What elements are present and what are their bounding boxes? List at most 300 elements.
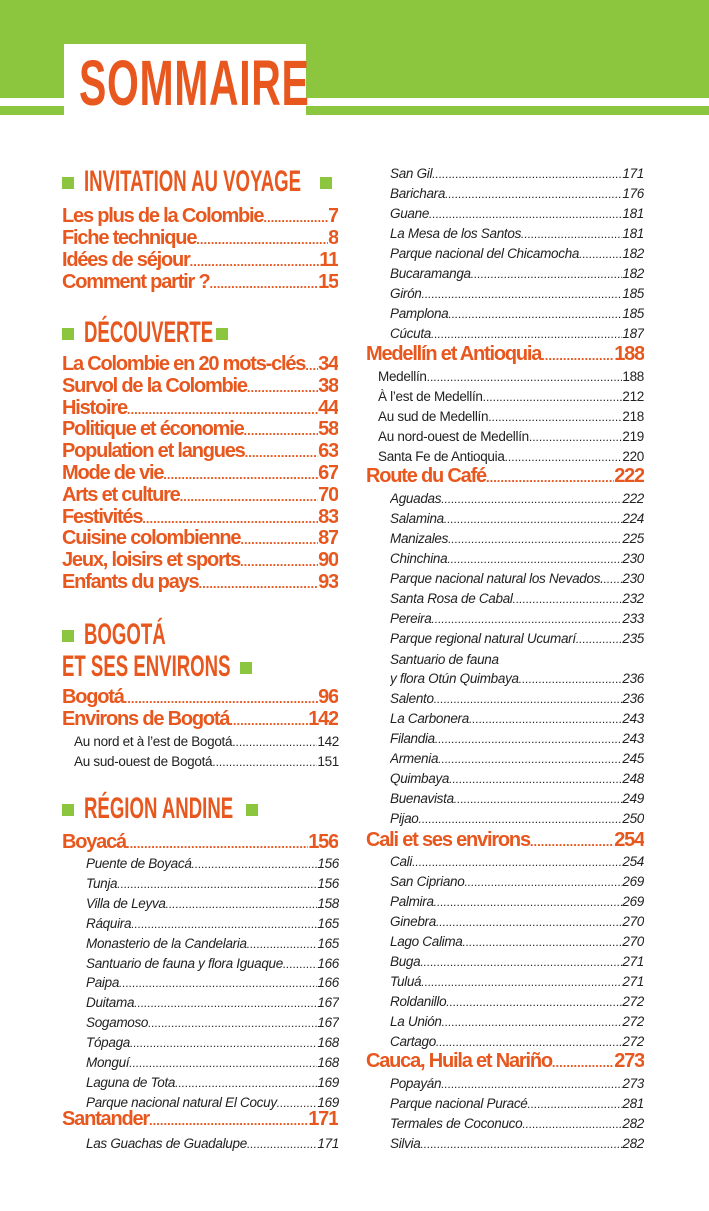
- dot-leader: [427, 367, 623, 387]
- dot-leader: [446, 992, 622, 1012]
- dot-leader: [529, 427, 623, 447]
- toc-entry[interactable]: [390, 1032, 644, 1052]
- toc-entry-page: 272: [622, 1034, 644, 1049]
- toc-entry[interactable]: [74, 752, 339, 772]
- toc-entry-label: Parque regional natural Ucumarí: [390, 631, 576, 646]
- toc-entry[interactable]: [390, 264, 644, 284]
- dot-leader: [528, 1094, 623, 1114]
- dot-leader: [576, 629, 623, 649]
- toc-entry-page: 225: [622, 531, 644, 546]
- toc-entry-label: Popayán: [390, 1076, 442, 1091]
- toc-entry-page: 273: [614, 1050, 644, 1072]
- toc-entry-label: San Gil: [390, 166, 433, 181]
- toc-entry-page: 232: [622, 591, 644, 606]
- toc-entry[interactable]: [390, 549, 644, 569]
- dot-leader: [420, 1134, 622, 1154]
- dot-leader: [431, 324, 622, 344]
- toc-entry-label: Ginebra: [390, 914, 436, 929]
- toc-entry[interactable]: [390, 689, 644, 709]
- toc-entry[interactable]: [390, 589, 644, 609]
- toc-entry-label: Tunja: [86, 875, 118, 891]
- toc-entry-page: 188: [614, 343, 644, 365]
- toc-entry-label: Histoire: [62, 396, 127, 419]
- toc-entry[interactable]: [390, 1012, 644, 1032]
- toc-entry-page: 282: [622, 1136, 644, 1151]
- toc-entry-page: 269: [622, 894, 644, 909]
- dot-leader: [142, 508, 318, 528]
- toc-entry[interactable]: [86, 894, 339, 914]
- dot-leader: [126, 833, 308, 853]
- toc-entry-label: Laguna de Tota: [86, 1074, 176, 1090]
- toc-entry-label: Salamina: [390, 511, 444, 526]
- toc-entry-label: Fiche technique: [62, 227, 197, 249]
- toc-entry[interactable]: [390, 324, 644, 344]
- toc-entry[interactable]: [62, 227, 338, 249]
- toc-entry-page: 181: [622, 206, 644, 221]
- toc-entry[interactable]: [86, 1053, 339, 1073]
- toc-entry-page: 156: [317, 856, 339, 871]
- dot-leader: [134, 993, 317, 1013]
- toc-entry-label: Cúcuta: [390, 326, 431, 341]
- toc-entry[interactable]: [378, 407, 644, 427]
- dot-leader: [244, 420, 319, 440]
- toc-entry-label: Arts et culture: [62, 483, 180, 506]
- dot-leader: [212, 752, 317, 772]
- toc-entry-label: Pereira: [390, 611, 432, 626]
- dot-leader: [454, 789, 623, 809]
- toc-entry[interactable]: [62, 506, 338, 528]
- toc-entry-label: Idées de séjour: [62, 249, 190, 271]
- toc-entry-page: 96: [318, 686, 338, 708]
- toc-entry-label: Armenia: [390, 751, 439, 766]
- toc-entry-page: 281: [622, 1096, 644, 1111]
- dot-leader: [441, 489, 622, 509]
- toc-entry-page: 187: [622, 326, 644, 341]
- toc-entry[interactable]: [390, 1134, 644, 1154]
- toc-entry-page: 235: [622, 631, 644, 646]
- toc-entry[interactable]: [62, 440, 338, 462]
- toc-entry[interactable]: [390, 892, 644, 912]
- toc-entry-page: 220: [622, 449, 644, 464]
- toc-entry[interactable]: [62, 353, 338, 375]
- toc-entry-label: Lago Calima: [390, 934, 463, 949]
- toc-entry-page: 272: [622, 994, 644, 1009]
- toc-entry-page: 7: [328, 205, 338, 227]
- toc-entry-page: 167: [317, 995, 339, 1011]
- toc-entry[interactable]: [390, 224, 644, 244]
- toc-entry-page: 90: [318, 549, 338, 572]
- toc-entry[interactable]: [390, 932, 644, 952]
- toc-entry-label: Roldanillo: [390, 994, 447, 1009]
- dot-leader: [438, 749, 622, 769]
- dot-leader: [448, 304, 622, 324]
- toc-entry-page: 270: [622, 914, 644, 929]
- toc-entry-label: Medellín et Antioquia: [366, 343, 542, 365]
- dot-leader: [522, 1114, 622, 1134]
- dot-leader: [117, 874, 317, 894]
- toc-entry-label: Cuisine colombienne: [62, 527, 241, 550]
- toc-entry-page: 38: [318, 374, 338, 397]
- section-bullet: [320, 177, 332, 189]
- toc-entry[interactable]: [62, 418, 338, 440]
- dot-leader: [247, 377, 318, 397]
- dot-leader: [445, 184, 622, 204]
- dot-leader: [444, 509, 622, 529]
- toc-entry[interactable]: [390, 184, 644, 204]
- dot-leader: [505, 447, 623, 467]
- toc-entry-label: y flora Otún Quimbaya: [390, 671, 519, 686]
- toc-entry-page: 169: [317, 1094, 339, 1110]
- toc-entry[interactable]: [86, 973, 339, 993]
- toc-entry[interactable]: [390, 629, 644, 649]
- toc-entry-label: Termales de Coconuco: [390, 1116, 523, 1131]
- toc-entry-label: Silvia: [390, 1136, 421, 1151]
- toc-entry-page: 166: [317, 955, 339, 971]
- toc-entry-label: Survol de la Colombie: [62, 374, 247, 397]
- toc-entry[interactable]: [366, 1050, 644, 1072]
- toc-entry-label: Monguí: [86, 1055, 130, 1070]
- toc-entry[interactable]: [62, 205, 338, 227]
- toc-entry-page: 142: [308, 708, 338, 730]
- toc-entry-label: Filandia: [390, 731, 435, 746]
- toc-entry[interactable]: [74, 732, 339, 752]
- toc-entry-label: Au sud de Medellín: [378, 409, 489, 424]
- toc-entry[interactable]: [390, 809, 644, 829]
- dot-leader: [131, 914, 317, 934]
- toc-entry[interactable]: [62, 831, 338, 853]
- toc-entry-label: Boyacá: [62, 831, 126, 853]
- toc-entry-label: Bucaramanga: [390, 266, 471, 281]
- toc-entry-label: Medellín: [378, 369, 427, 384]
- toc-entry-label: Puente de Boyacá: [86, 856, 192, 871]
- toc-entry[interactable]: [390, 789, 644, 809]
- toc-entry-page: 167: [317, 1015, 339, 1031]
- dot-leader: [436, 912, 622, 932]
- toc-entry-page: 169: [317, 1074, 339, 1090]
- toc-entry-page: 272: [622, 1014, 644, 1029]
- toc-entry-label: La Colombie en 20 mots-clés: [62, 353, 306, 375]
- toc-entry[interactable]: [62, 1108, 338, 1130]
- toc-entry-page: 218: [622, 409, 644, 424]
- toc-entry-label: Santa Fe de Antioquia: [378, 449, 505, 464]
- toc-entry-label: Festivités: [62, 505, 143, 528]
- dot-leader: [175, 1073, 317, 1093]
- dot-leader: [263, 207, 328, 227]
- toc-entry-page: 151: [317, 754, 339, 769]
- toc-entry-label: Manizales: [390, 531, 449, 546]
- dot-leader: [436, 1032, 622, 1052]
- toc-entry-label: Duitama: [86, 995, 135, 1011]
- toc-entry[interactable]: [62, 686, 338, 708]
- dot-leader: [148, 1013, 317, 1033]
- toc-entry-page: 248: [622, 771, 644, 786]
- toc-entry[interactable]: [390, 872, 644, 892]
- toc-entry-page: 222: [614, 465, 644, 487]
- toc-entry-label: Sogamoso: [86, 1015, 149, 1031]
- toc-entry[interactable]: [390, 912, 644, 932]
- dot-leader: [464, 872, 622, 892]
- toc-text: Santuario de fauna: [390, 652, 499, 667]
- toc-entry[interactable]: [390, 489, 644, 509]
- toc-entry-page: 165: [317, 935, 339, 951]
- dot-leader: [447, 549, 622, 569]
- toc-entry-label: Tópaga: [86, 1035, 130, 1051]
- toc-entry-label: Route du Café: [366, 465, 486, 487]
- toc-entry-label: Guane: [390, 206, 430, 221]
- dot-leader: [421, 972, 622, 992]
- toc-entry[interactable]: [62, 397, 338, 419]
- toc-entry-label: Mode de vie: [62, 462, 164, 484]
- toc-entry-page: 230: [622, 551, 644, 566]
- toc-entry-page: 245: [622, 751, 644, 766]
- toc-entry-page: 67: [318, 462, 338, 484]
- dot-leader: [245, 442, 319, 462]
- dot-leader: [232, 732, 317, 752]
- toc-entry-page: 182: [622, 246, 644, 261]
- toc-entry[interactable]: [62, 462, 338, 484]
- toc-entry-page: 270: [622, 934, 644, 949]
- section-title-bogota-2: ET SES ENVIRONS: [62, 650, 231, 683]
- toc-entry-label: Aguadas: [390, 491, 442, 506]
- dot-leader: [441, 1074, 622, 1094]
- dot-leader: [449, 769, 622, 789]
- toc-entry-page: 282: [622, 1116, 644, 1131]
- section-title-invitation: INVITATION AU VOYAGE: [84, 165, 302, 198]
- section-bullet: [62, 328, 74, 340]
- toc-entry-page: 171: [317, 1136, 339, 1151]
- toc-entry-label: Parque nacional del Chicamocha: [390, 246, 580, 261]
- section-bullet: [240, 662, 252, 674]
- toc-entry[interactable]: [390, 729, 644, 749]
- toc-entry[interactable]: [86, 1134, 339, 1154]
- toc-entry[interactable]: [390, 852, 644, 872]
- toc-entry[interactable]: [390, 529, 644, 549]
- toc-entry[interactable]: [86, 954, 339, 974]
- dot-leader: [240, 529, 318, 549]
- toc-entry-page: 93: [318, 571, 338, 593]
- toc-entry[interactable]: [62, 271, 338, 293]
- toc-entry-label: Comment partir ?: [62, 271, 210, 293]
- toc-entry[interactable]: [390, 1094, 644, 1114]
- toc-entry-page: 254: [614, 829, 644, 851]
- toc-entry-page: 168: [317, 1055, 339, 1070]
- toc-entry[interactable]: [86, 854, 339, 874]
- toc-entry-page: 70: [318, 483, 338, 506]
- toc-entry[interactable]: [390, 709, 644, 729]
- toc-entry[interactable]: [62, 527, 338, 549]
- toc-entry-label: Au nord et à l’est de Bogotá: [74, 734, 233, 749]
- toc-entry-page: 185: [622, 286, 644, 301]
- toc-entry-label: Parque nacional Puracé: [390, 1096, 528, 1111]
- dot-leader: [431, 609, 622, 629]
- toc-entry[interactable]: [86, 934, 339, 954]
- toc-entry-page: 185: [622, 306, 644, 321]
- toc-entry-page: 168: [317, 1035, 339, 1051]
- toc-entry[interactable]: [390, 972, 644, 992]
- toc-entry-page: 273: [622, 1076, 644, 1091]
- toc-entry-page: 236: [622, 671, 644, 686]
- dot-leader: [180, 486, 319, 506]
- toc-entry[interactable]: [390, 569, 644, 589]
- toc-entry-page: 254: [622, 854, 644, 869]
- toc-entry-label: Santa Rosa de Cabal: [390, 591, 513, 606]
- toc-entry-label: Cali: [390, 854, 413, 869]
- dot-leader: [448, 529, 622, 549]
- section-bullet: [216, 328, 228, 340]
- toc-entry-page: 34: [318, 353, 338, 375]
- dot-leader: [196, 229, 328, 249]
- toc-entry-page: 236: [622, 691, 644, 706]
- toc-entry-label: Ráquira: [86, 915, 132, 931]
- toc-entry-label: San Cipriano: [390, 874, 465, 889]
- toc-entry[interactable]: [62, 708, 338, 730]
- toc-entry[interactable]: [86, 874, 339, 894]
- toc-entry[interactable]: [390, 509, 644, 529]
- toc-entry[interactable]: [378, 427, 644, 447]
- toc-entry[interactable]: [86, 1013, 339, 1033]
- dot-leader: [119, 973, 317, 993]
- toc-entry-page: 158: [317, 895, 339, 911]
- page-title: SOMMAIRE: [79, 47, 310, 119]
- toc-entry-page: 176: [622, 186, 644, 201]
- dot-leader: [149, 1110, 308, 1130]
- toc-entry[interactable]: [86, 1033, 339, 1053]
- dot-leader: [190, 251, 320, 271]
- toc-entry[interactable]: [390, 992, 644, 1012]
- dot-leader: [432, 164, 622, 184]
- dot-leader: [163, 464, 318, 484]
- toc-entry-label: Villa de Leyva: [86, 895, 166, 911]
- toc-entry[interactable]: [62, 571, 338, 593]
- toc-entry-label: Pamplona: [390, 306, 449, 321]
- toc-entry-label: Environs de Bogotá: [62, 708, 230, 730]
- dot-leader: [124, 688, 318, 708]
- dot-leader: [429, 204, 622, 224]
- toc-entry-page: 188: [622, 369, 644, 384]
- dot-leader: [519, 669, 623, 689]
- toc-entry[interactable]: [86, 1073, 339, 1093]
- toc-entry-label: Santander: [62, 1108, 150, 1130]
- toc-entry[interactable]: [366, 343, 644, 365]
- section-title-andine: RÉGION ANDINE: [84, 792, 234, 825]
- toc-entry[interactable]: [86, 914, 339, 934]
- toc-entry-page: 156: [308, 831, 338, 853]
- toc-entry-page: 171: [308, 1108, 338, 1130]
- toc-entry[interactable]: [86, 993, 339, 1013]
- toc-entry-label: Enfants du pays: [62, 571, 199, 593]
- toc-entry-label: Tuluá: [390, 974, 422, 989]
- toc-entry[interactable]: [390, 284, 644, 304]
- toc-entry-label: La Mesa de los Santos: [390, 226, 522, 241]
- toc-entry[interactable]: [390, 669, 644, 689]
- dot-leader: [209, 273, 318, 293]
- toc-entry[interactable]: [390, 769, 644, 789]
- toc-entry-label: Salento: [390, 691, 434, 706]
- toc-entry-page: 166: [317, 975, 339, 991]
- toc-entry[interactable]: [366, 465, 644, 487]
- toc-entry-label: Parque nacional natural los Nevados.: [390, 571, 604, 586]
- toc-entry[interactable]: [390, 1114, 644, 1134]
- toc-entry-page: 11: [319, 249, 338, 271]
- toc-entry-label: Politique et économie: [62, 418, 244, 441]
- toc-entry-label: La Carbonera: [390, 711, 469, 726]
- dot-leader: [486, 467, 614, 487]
- dot-leader: [305, 355, 318, 375]
- dot-leader: [412, 852, 622, 872]
- toc-entry[interactable]: [378, 387, 644, 407]
- toc-entry-page: 142: [317, 734, 339, 749]
- toc-entry[interactable]: [62, 375, 338, 397]
- toc-entry[interactable]: [390, 1074, 644, 1094]
- dot-leader: [463, 932, 623, 952]
- dot-leader: [521, 224, 622, 244]
- dot-leader: [283, 954, 317, 974]
- toc-entry[interactable]: [378, 447, 644, 467]
- toc-entry-label: Cauca, Huila et Nariño: [366, 1050, 552, 1072]
- toc-entry-page: 182: [622, 266, 644, 281]
- toc-entry-page: 44: [318, 396, 338, 419]
- toc-entry[interactable]: [390, 952, 644, 972]
- toc-entry-label: Quimbaya: [390, 771, 450, 786]
- dot-leader: [434, 689, 623, 709]
- toc-entry[interactable]: [390, 609, 644, 629]
- toc-entry-label: À l’est de Medellín: [378, 389, 483, 404]
- toc-entry-label: Pijao: [390, 811, 419, 826]
- toc-entry-label: Buenavista: [390, 791, 454, 806]
- toc-entry-page: 249: [622, 791, 644, 806]
- dot-leader: [166, 894, 318, 914]
- toc-entry-label: La Unión: [390, 1014, 442, 1029]
- toc-entry-page: 269: [622, 874, 644, 889]
- toc-entry[interactable]: [366, 829, 644, 851]
- section-bullet: [62, 804, 74, 816]
- toc-entry-label: Cali et ses environs: [366, 829, 530, 851]
- dot-leader: [129, 1053, 317, 1073]
- dot-leader: [471, 264, 623, 284]
- toc-entry[interactable]: [390, 304, 644, 324]
- dot-leader: [229, 710, 308, 730]
- toc-entry-label: Au sud-ouest de Bogotá: [74, 754, 213, 769]
- toc-entry[interactable]: [62, 549, 338, 571]
- toc-entry-page: 212: [622, 389, 644, 404]
- dot-leader: [483, 387, 623, 407]
- toc-entry-label: Buga: [390, 954, 421, 969]
- toc-entry-page: 181: [622, 226, 644, 241]
- toc-entry[interactable]: [62, 249, 338, 271]
- dot-leader: [130, 1033, 317, 1053]
- toc-entry-page: 222: [622, 491, 644, 506]
- toc-entry-label: Palmira: [390, 894, 434, 909]
- toc-entry[interactable]: [378, 367, 644, 387]
- dot-leader: [579, 244, 622, 264]
- dot-leader: [435, 729, 622, 749]
- toc-entry-label: Paipa: [86, 975, 120, 991]
- toc-entry[interactable]: [390, 204, 644, 224]
- dot-leader: [247, 934, 318, 954]
- dot-leader: [552, 1052, 614, 1072]
- toc-entry[interactable]: [62, 484, 338, 506]
- toc-entry[interactable]: [390, 164, 644, 184]
- dot-leader: [442, 1012, 623, 1032]
- toc-entry[interactable]: [390, 244, 644, 264]
- toc-entry[interactable]: [390, 749, 644, 769]
- dot-leader: [192, 854, 318, 874]
- section-title-bogota: BOGOTÁ: [84, 618, 166, 651]
- toc-entry-page: 83: [318, 505, 338, 528]
- toc-entry-label: Population et langues: [62, 440, 245, 463]
- toc-entry-page: 233: [622, 611, 644, 626]
- toc-entry-label: Jeux, loisirs et sports: [62, 549, 241, 572]
